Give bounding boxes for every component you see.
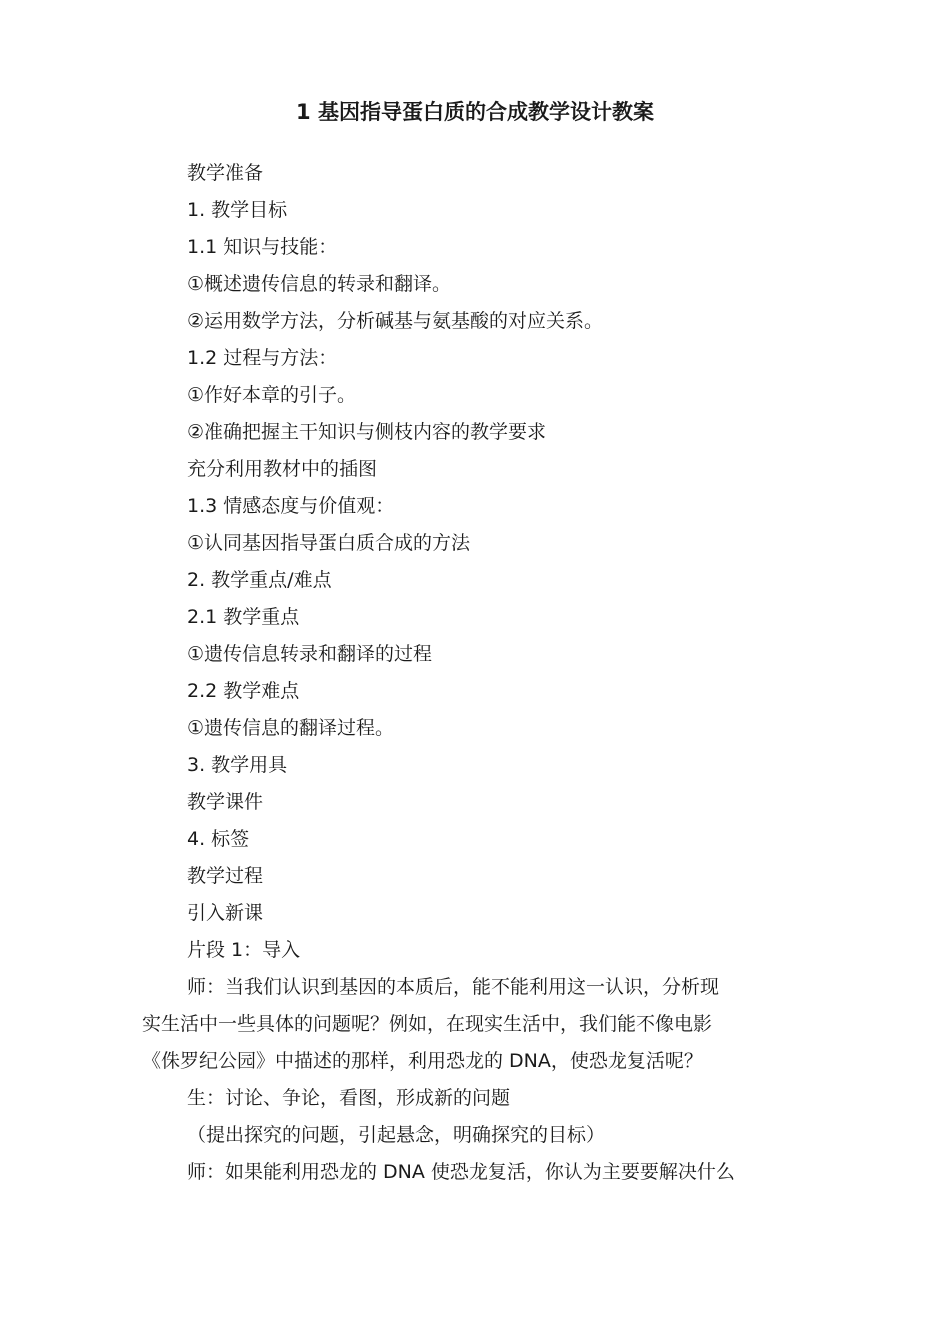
text-line: 引入新课 <box>187 902 264 924</box>
teacher-line: 师：如果能利用恐龙的 DNA 使恐龙复活，你认为主要要解决什么 <box>187 1161 735 1183</box>
text-line: 1.3 情感态度与价值观： <box>187 495 395 517</box>
student-line: 生：讨论、争论，看图，形成新的问题 <box>187 1087 511 1109</box>
paragraph-line: 实生活中一些具体的问题呢？例如，在现实生活中，我们能不像电影 <box>142 1013 713 1035</box>
text-line: ①认同基因指导蛋白质合成的方法 <box>187 532 471 554</box>
paragraph-line: 师：当我们认识到基因的本质后，能不能利用这一认识，分析现 <box>187 976 720 998</box>
text-line: 2. 教学重点/难点 <box>187 569 332 591</box>
paragraph-line: 《侏罗纪公园》中描述的那样，利用恐龙的 DNA，使恐龙复活呢？ <box>142 1050 703 1072</box>
text-line: 1.1 知识与技能： <box>187 236 338 258</box>
document-title: 1 基因指导蛋白质的合成教学设计教案 <box>296 100 654 124</box>
text-line: ②准确把握主干知识与侧枝内容的教学要求 <box>187 421 547 443</box>
text-line: 片段 1：导入 <box>187 939 301 961</box>
text-line: ①作好本章的引子。 <box>187 384 357 406</box>
text-line: ②运用数学方法，分析碱基与氨基酸的对应关系。 <box>187 310 604 332</box>
text-line: 2.1 教学重点 <box>187 606 300 628</box>
text-line: ①概述遗传信息的转录和翻译。 <box>187 273 452 295</box>
note-line: （提出探究的问题，引起悬念，明确探究的目标） <box>187 1124 606 1146</box>
text-line: 教学准备 <box>187 162 264 184</box>
text-line: 1. 教学目标 <box>187 199 288 221</box>
text-line: 教学过程 <box>187 865 264 887</box>
text-line: 3. 教学用具 <box>187 754 288 776</box>
text-line: 充分利用教材中的插图 <box>187 458 378 480</box>
text-line: 1.2 过程与方法： <box>187 347 338 369</box>
text-line: ①遗传信息的翻译过程。 <box>187 717 395 739</box>
text-line: 教学课件 <box>187 791 264 813</box>
document-body <box>142 155 822 1191</box>
text-line: ①遗传信息转录和翻译的过程 <box>187 643 433 665</box>
text-line: 4. 标签 <box>187 828 250 850</box>
text-line: 2.2 教学难点 <box>187 680 300 702</box>
